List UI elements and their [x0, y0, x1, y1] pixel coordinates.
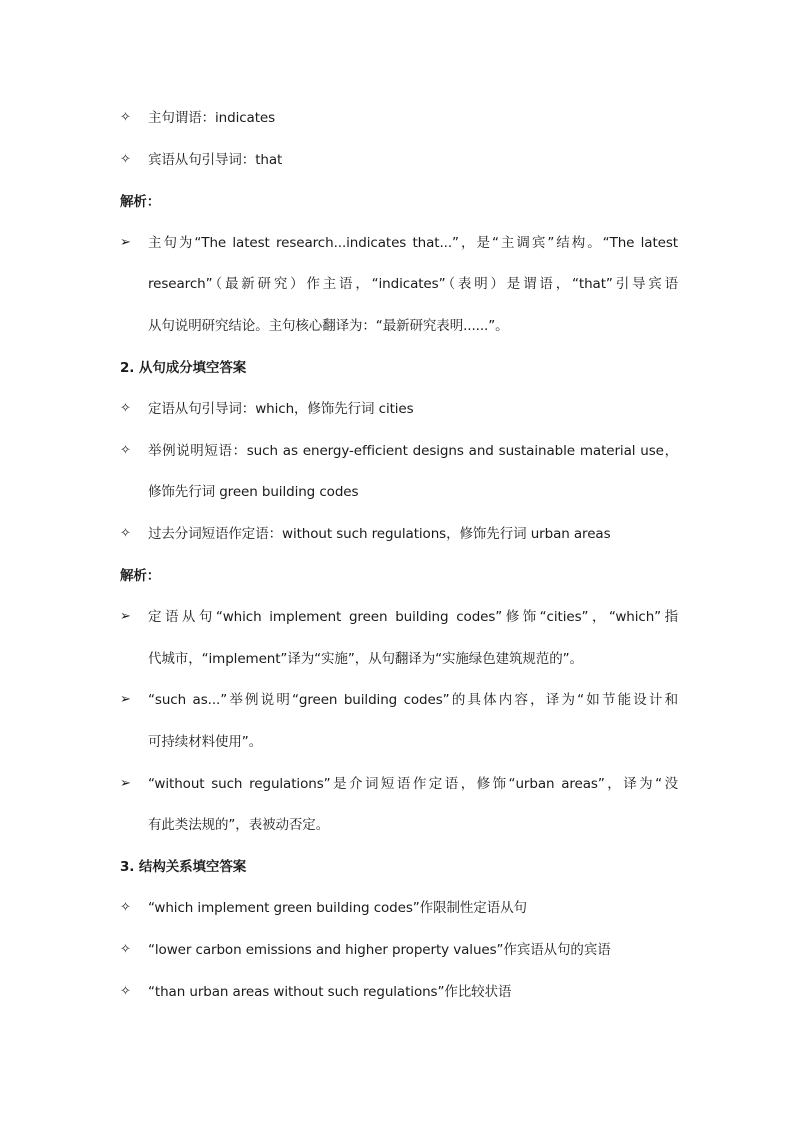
diamond-bullet-icon: ✧: [120, 900, 131, 915]
list-item-text: “without such regulations”是介词短语作定语，修饰“urban areas”，译为“没: [148, 776, 678, 792]
diamond-bullet-icon: ✧: [120, 443, 131, 458]
list-item-continuation: 代城市，“implement”译为“实施”，从句翻译为“实施绿色建筑规范的”。: [148, 651, 583, 667]
arrow-bullet-icon: ➢: [120, 235, 131, 250]
diamond-bullet-icon: ✧: [120, 942, 131, 957]
section-heading: 2. 从句成分填空答案: [120, 360, 247, 376]
list-item-text: “such as...”举例说明“green building codes”的具体内容，译为“如节能设计和: [148, 692, 678, 708]
diamond-bullet-icon: ✧: [120, 526, 131, 541]
list-item-continuation: research”（最新研究）作主语，“indicates”（表明）是谓语，“that”引导宾语: [148, 276, 678, 292]
diamond-bullet-icon: ✧: [120, 401, 131, 416]
diamond-bullet-icon: ✧: [120, 984, 131, 999]
arrow-bullet-icon: ➢: [120, 692, 131, 707]
list-item-text: 举例说明短语：such as energy-efficient designs and sustainable material use，: [148, 443, 678, 459]
list-item-text: “lower carbon emissions and higher property values”作宾语从句的宾语: [148, 942, 611, 958]
list-item-text: 定语从句“which implement green building codes”修饰“cities”，“which”指: [148, 609, 678, 625]
list-item-text: “which implement green building codes”作限制性定语从句: [148, 900, 527, 916]
section-heading: 解析：: [120, 194, 161, 210]
list-item-text: “than urban areas without such regulations”作比较状语: [148, 984, 512, 1000]
list-item-continuation: 有此类法规的”，表被动否定。: [148, 817, 330, 833]
section-heading: 3. 结构关系填空答案: [120, 859, 247, 875]
list-item-text: 主句谓语：indicates: [148, 110, 276, 126]
arrow-bullet-icon: ➢: [120, 609, 131, 624]
diamond-bullet-icon: ✧: [120, 110, 131, 125]
list-item-continuation: 修饰先行词 green building codes: [148, 484, 359, 500]
list-item-text: 过去分词短语作定语：without such regulations，修饰先行词 urban areas: [148, 526, 611, 542]
list-item-continuation: 可持续材料使用”。: [148, 734, 263, 750]
section-heading: 解析：: [120, 568, 161, 584]
list-item-text: 主句为“The latest research...indicates that...”，是“主调宾”结构。“The latest: [148, 235, 678, 251]
list-item-continuation: 从句说明研究结论。主句核心翻译为：“最新研究表明......”。: [148, 318, 509, 334]
diamond-bullet-icon: ✧: [120, 152, 131, 167]
arrow-bullet-icon: ➢: [120, 776, 131, 791]
list-item-text: 定语从句引导词：which，修饰先行词 cities: [148, 401, 414, 417]
list-item-text: 宾语从句引导词：that: [148, 152, 283, 168]
